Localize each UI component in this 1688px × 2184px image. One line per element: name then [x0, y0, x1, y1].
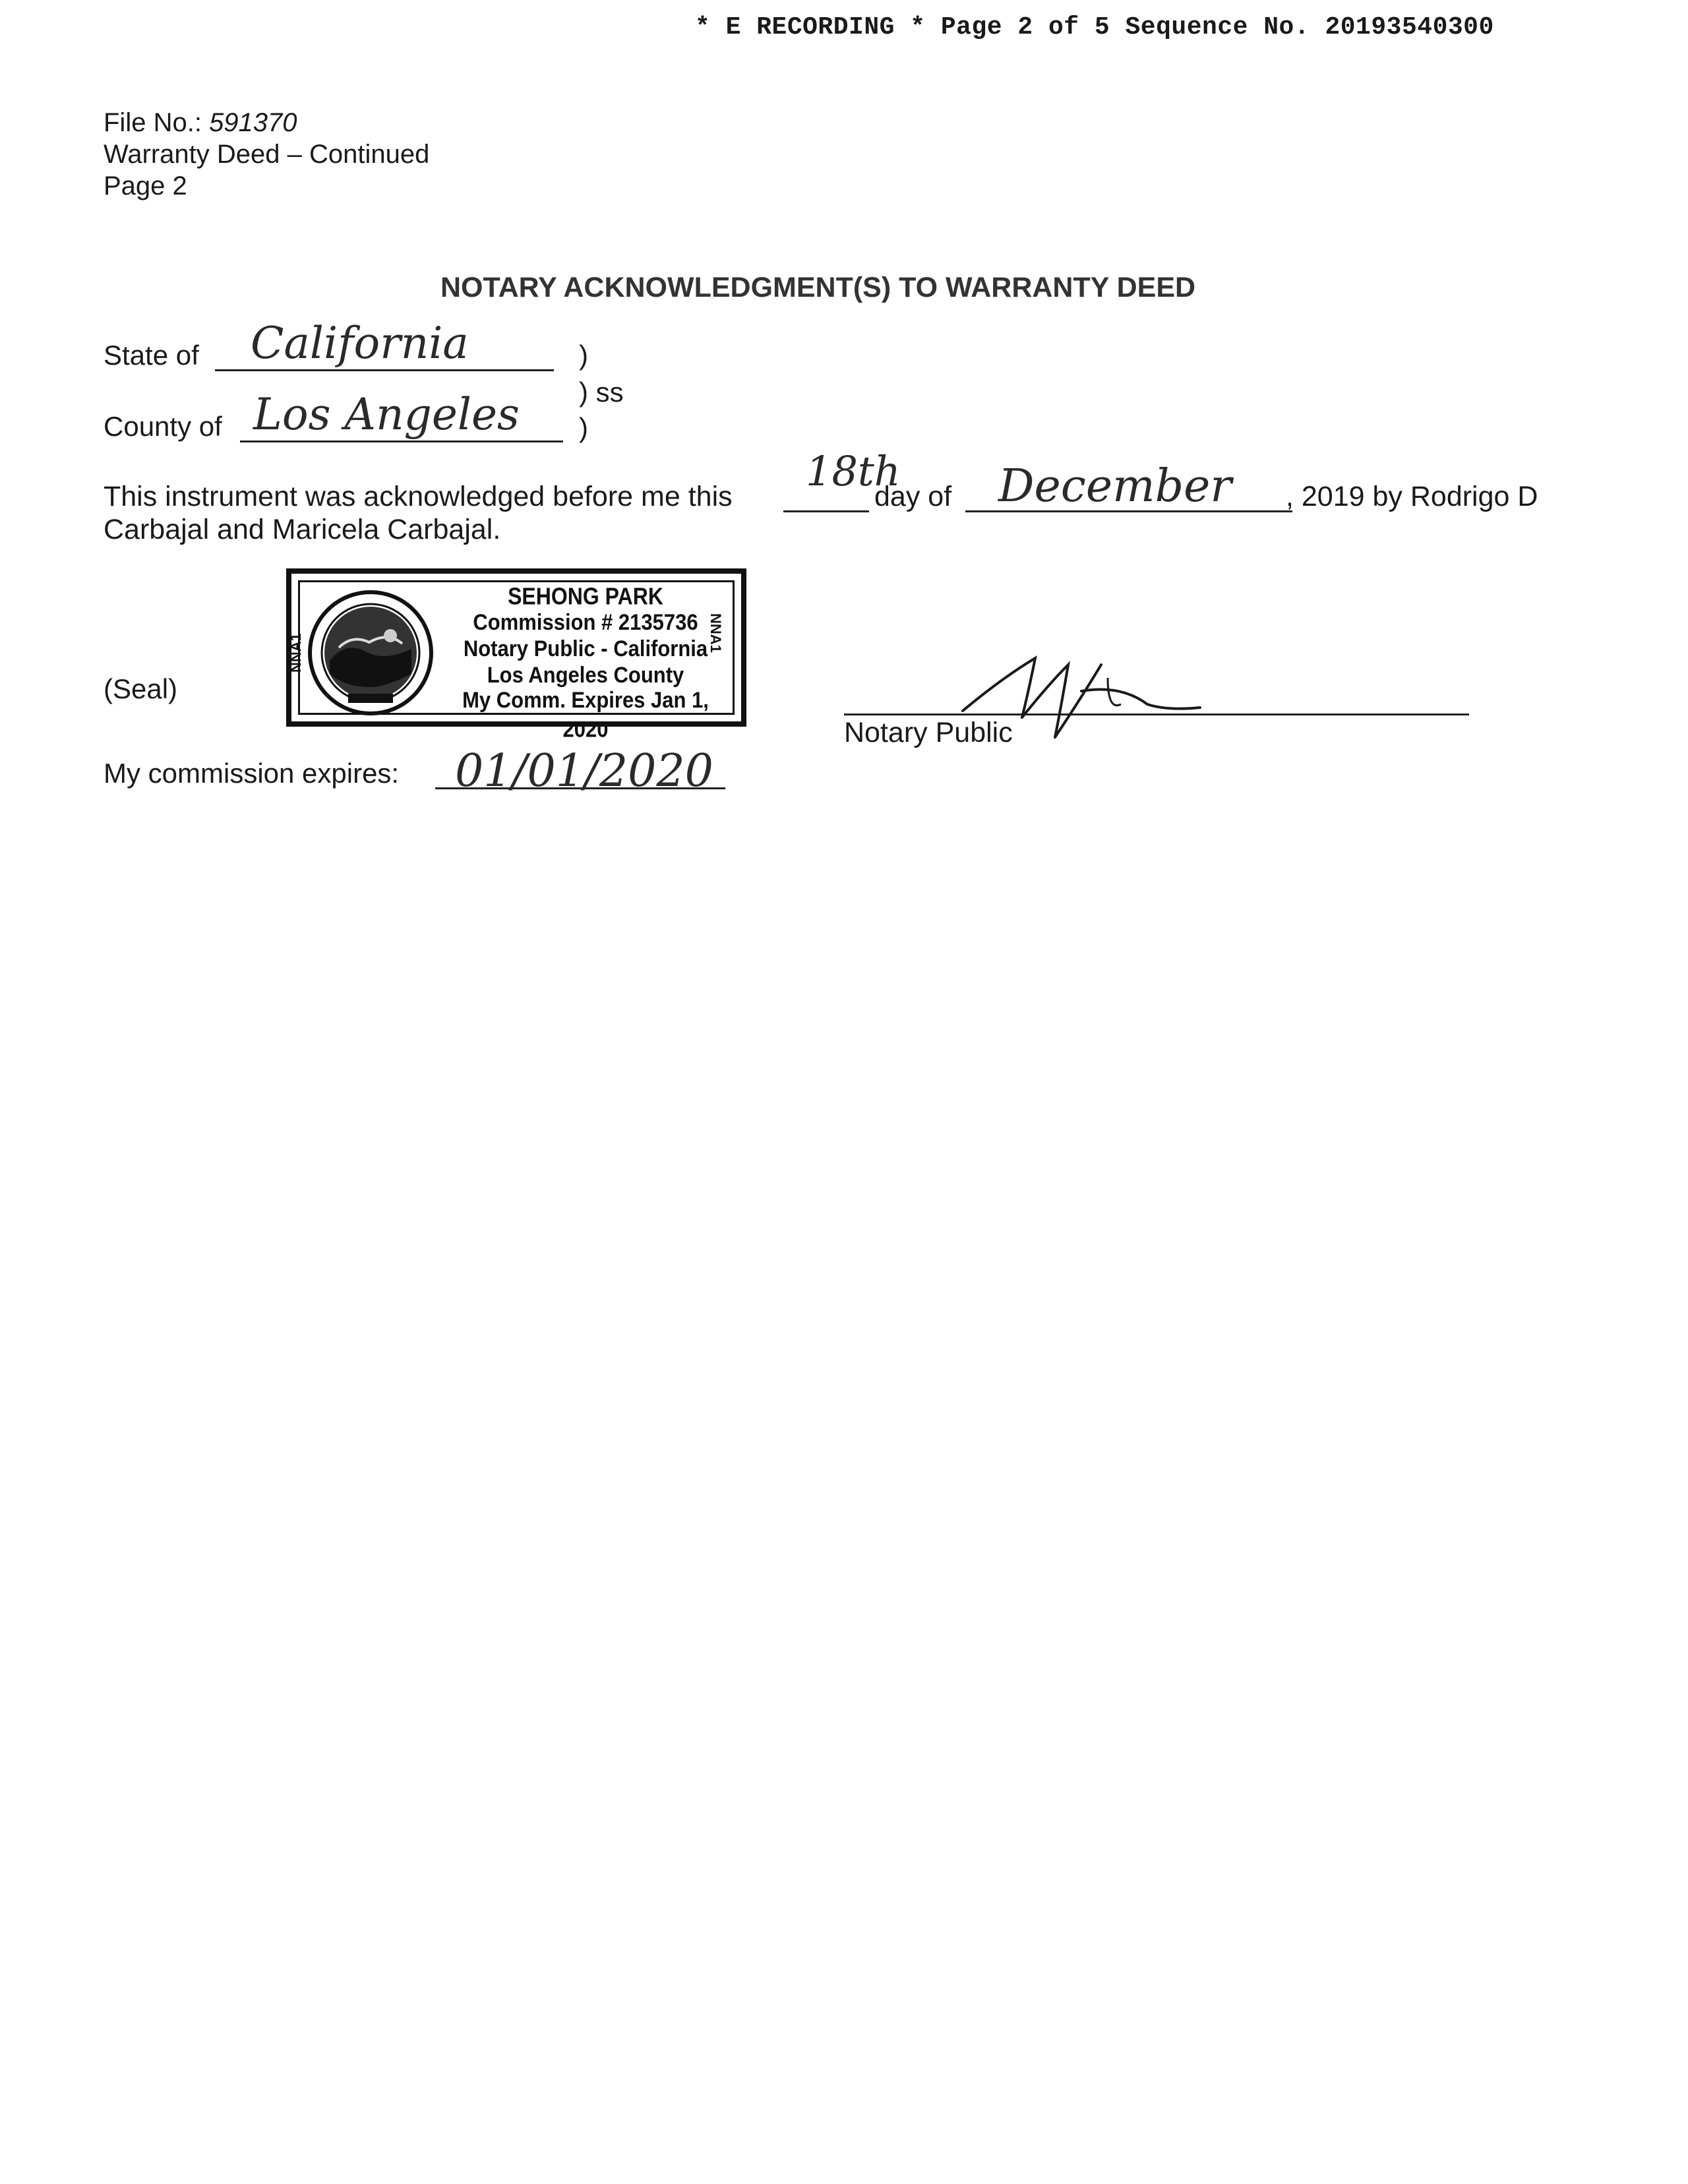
file-no-value: 591370: [209, 108, 297, 137]
file-number-line: [104, 109, 297, 136]
ss-mark: ) ss: [579, 377, 624, 408]
stamp-side-text-left: NNA1: [287, 633, 304, 673]
county-paren: ): [579, 412, 588, 443]
state-seal-icon: [306, 588, 435, 717]
stamp-notary-name: SEHONG PARK: [508, 582, 663, 610]
commission-expires-label: My commission expires:: [104, 758, 400, 789]
day-underline: [783, 510, 869, 512]
state-underline: [215, 369, 554, 371]
commission-expires-handwritten: 01/01/2020: [455, 745, 713, 797]
county-label: County of: [104, 411, 222, 442]
file-no-label: File No.:: [104, 108, 202, 137]
notary-stamp: [286, 568, 746, 743]
stamp-commission-number: Commission # 2135736: [473, 609, 698, 636]
page-title: NOTARY ACKNOWLEDGMENT(S) TO WARRANTY DEED: [440, 272, 1196, 303]
day-handwritten: 18th: [806, 447, 901, 495]
county-underline: [240, 440, 563, 442]
stamp-side-text-right: NNA1: [708, 613, 725, 653]
acknowledgment-prefix: This instrument was acknowledged before me this: [104, 481, 733, 512]
recording-header: * E RECORDING * Page 2 of 5 Sequence No. 20193540300: [695, 13, 1494, 42]
state-handwritten: California: [251, 318, 469, 369]
stamp-expiration: My Comm. Expires Jan 1, 2020: [462, 686, 709, 743]
stamp-county: Los Angeles County: [487, 661, 684, 688]
acknowledgment-line2: Carbajal and Maricela Carbajal.: [104, 514, 501, 545]
seal-label: (Seal): [104, 673, 178, 704]
page-number: Page 2: [104, 171, 187, 200]
state-label: State of: [104, 340, 199, 371]
stamp-notary-title: Notary Public - California: [463, 635, 708, 662]
notary-public-label: Notary Public: [844, 717, 1013, 748]
state-paren: ): [579, 340, 588, 371]
day-of-label: day of: [874, 481, 952, 512]
document-title: Warranty Deed – Continued: [104, 140, 430, 169]
county-handwritten: Los Angeles: [253, 389, 520, 440]
month-handwritten: December: [998, 460, 1232, 512]
stamp-text-block: [440, 583, 731, 741]
acknowledgment-suffix: , 2019 by Rodrigo D: [1286, 481, 1538, 512]
